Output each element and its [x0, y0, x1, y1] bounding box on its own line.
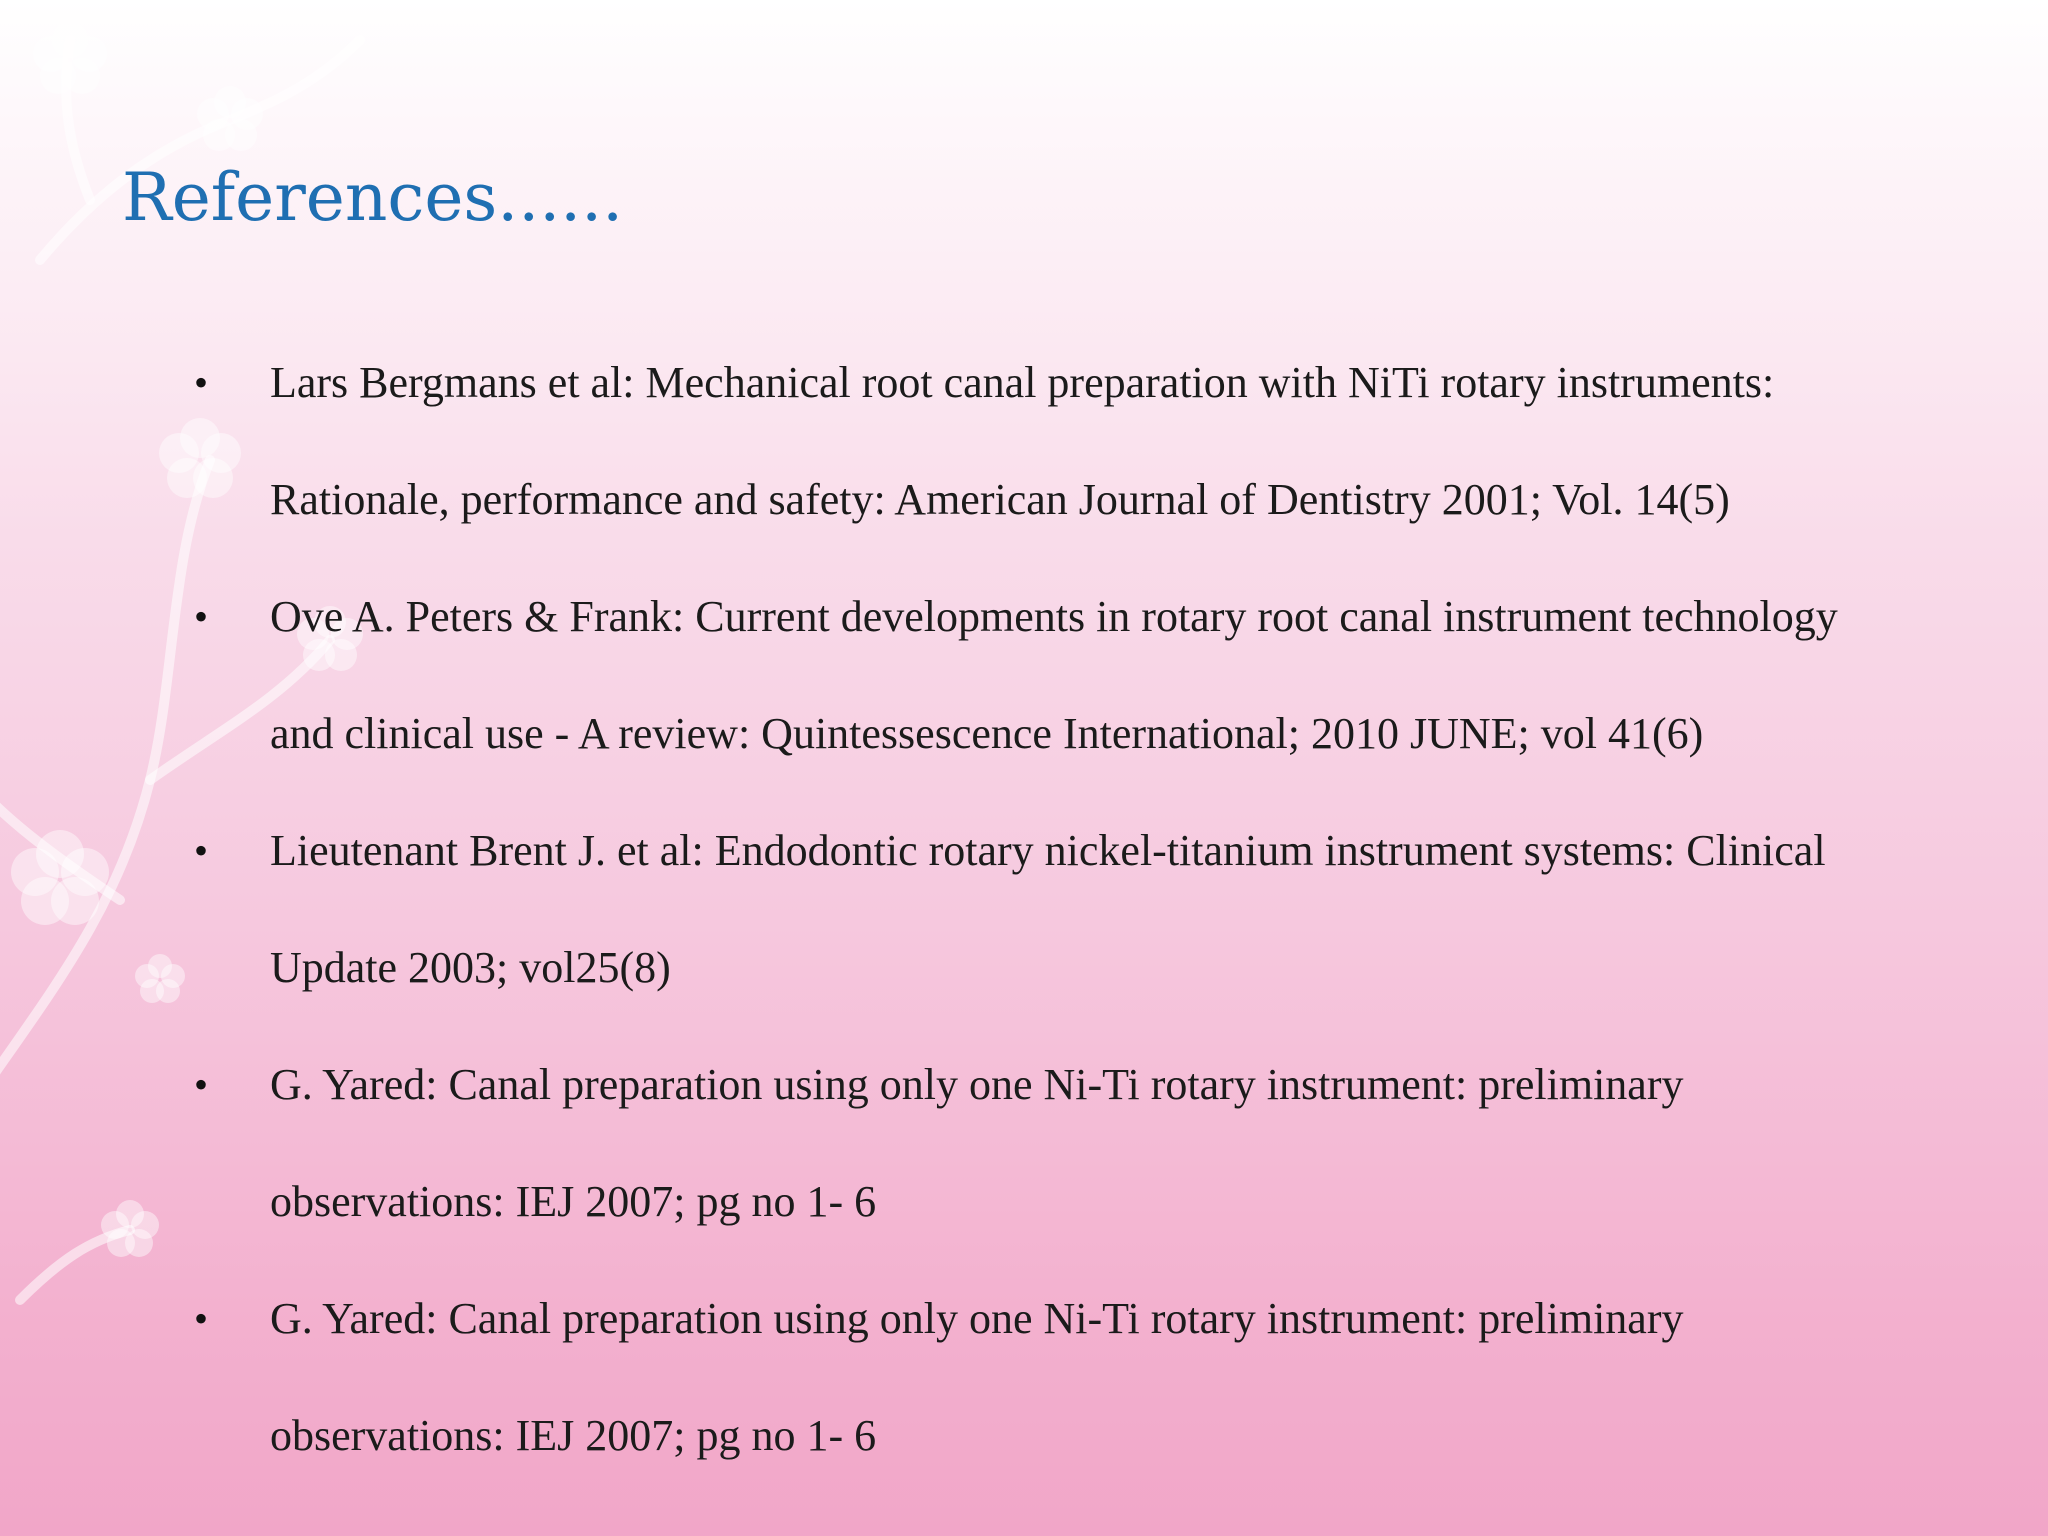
reference-item — [190, 558, 1990, 792]
reference-item — [190, 1026, 1990, 1260]
slide-title: References...... — [122, 159, 624, 236]
reference-line: Update 2003; vol25(8) — [270, 943, 671, 992]
reference-line: Lieutenant Brent J. et al: Endodontic rotary nickel-titanium instrument systems: Clinical — [270, 826, 1826, 875]
reference-item — [190, 324, 1990, 558]
reference-line: Lars Bergmans et al: Mechanical root canal preparation with NiTi rotary instruments: — [270, 358, 1775, 407]
reference-list — [190, 324, 1990, 1494]
bullet-icon: • — [194, 594, 209, 639]
reference-line: Ove A. Peters & Frank: Current developments in rotary root canal instrument technology — [270, 592, 1838, 641]
reference-line: G. Yared: Canal preparation using only one Ni-Ti rotary instrument: preliminary — [270, 1294, 1684, 1343]
reference-line: observations: IEJ 2007; pg no 1- 6 — [270, 1177, 877, 1226]
bullet-icon: • — [194, 1296, 209, 1341]
bullet-icon: • — [194, 1062, 209, 1107]
reference-line: Rationale, performance and safety: American Journal of Dentistry 2001; Vol. 14(5) — [270, 475, 1730, 524]
bullet-icon: • — [194, 360, 209, 405]
reference-item — [190, 792, 1990, 1026]
reference-item — [190, 1260, 1990, 1494]
reference-line: and clinical use - A review: Quintessescence International; 2010 JUNE; vol 41(6) — [270, 709, 1704, 758]
reference-line: G. Yared: Canal preparation using only one Ni-Ti rotary instrument: preliminary — [270, 1060, 1684, 1109]
bullet-icon: • — [194, 828, 209, 873]
reference-line: observations: IEJ 2007; pg no 1- 6 — [270, 1411, 877, 1460]
